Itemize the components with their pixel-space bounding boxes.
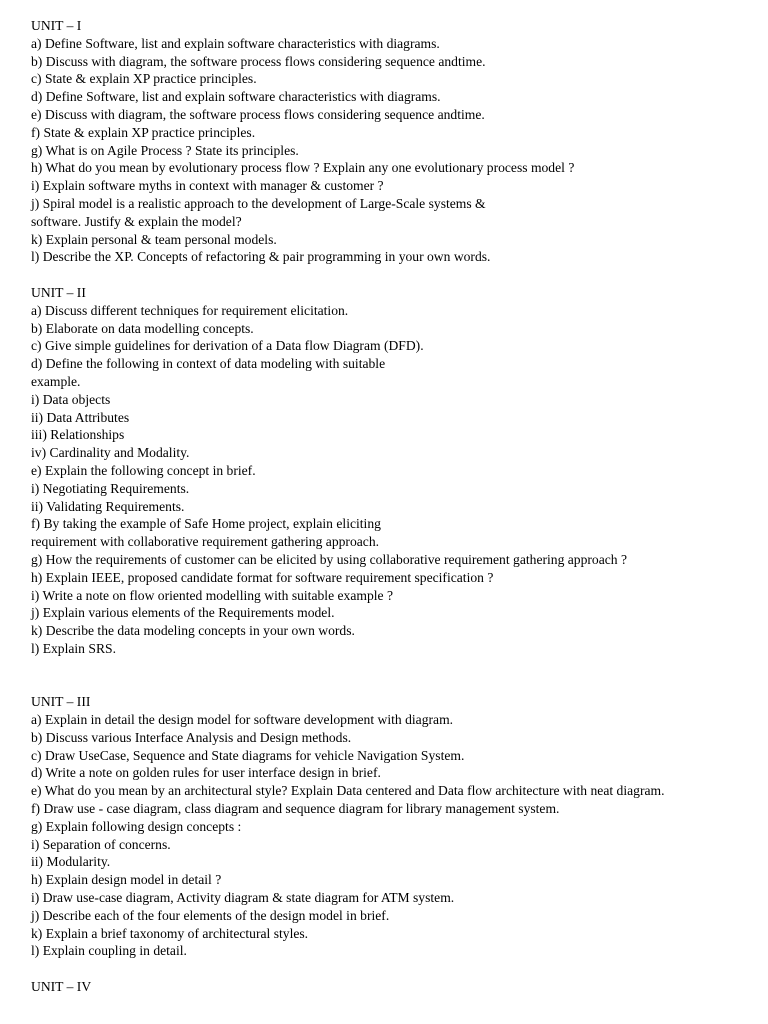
unit-3-question-c: c) Draw UseCase, Sequence and State diagrams for vehicle Navigation System. <box>31 747 465 763</box>
unit-2-question-b: b) Elaborate on data modelling concepts. <box>31 320 254 336</box>
unit-3-question-d: d) Write a note on golden rules for user interface design in brief. <box>31 765 381 781</box>
unit-3-question-l: l) Explain coupling in detail. <box>31 943 187 959</box>
unit-3-question-g: g) Explain following design concepts : <box>31 818 242 834</box>
unit-3-section <box>31 693 761 960</box>
unit-2-question-d: d) Define the following in context of data modeling with suitable <box>31 356 386 372</box>
unit-2-question-d-ii: ii) Data Attributes <box>31 409 130 425</box>
unit-2-question-e-ii: ii) Validating Requirements. <box>31 498 185 514</box>
unit-2-question-k: k) Describe the data modeling concepts in your own words. <box>31 623 355 639</box>
unit-1-question-d: d) Define Software, list and explain software characteristics with diagrams. <box>31 89 441 105</box>
unit-3-question-i: i) Draw use-case diagram, Activity diagram & state diagram for ATM system. <box>31 890 455 906</box>
unit-3-question-f: f) Draw use - case diagram, class diagram and sequence diagram for library management system. <box>31 801 560 817</box>
section-spacer <box>31 658 761 694</box>
section-spacer <box>31 960 761 978</box>
unit-1-question-c: c) State & explain XP practice principles. <box>31 71 257 87</box>
unit-2-section <box>31 284 761 658</box>
unit-2-question-f: f) By taking the example of Safe Home project, explain eliciting <box>31 516 381 532</box>
unit-1-section <box>31 17 761 266</box>
unit-2-question-h: h) Explain IEEE, proposed candidate format for software requirement specification ? <box>31 569 494 585</box>
unit-3-question-j: j) Describe each of the four elements of the design model in brief. <box>31 907 390 923</box>
unit-1-question-a: a) Define Software, list and explain software characteristics with diagrams. <box>31 35 440 51</box>
unit-1-question-l: l) Describe the XP. Concepts of refactoring & pair programming in your own words. <box>31 249 491 265</box>
unit-1-question-f: f) State & explain XP practice principles. <box>31 124 256 140</box>
unit-2-question-c: c) Give simple guidelines for derivation of a Data flow Diagram (DFD). <box>31 338 424 354</box>
unit-2-question-d-continued: example. <box>31 373 81 389</box>
unit-3-question-a: a) Explain in detail the design model for software development with diagram. <box>31 712 454 728</box>
unit-2-question-g: g) How the requirements of customer can be elicited by using collaborative requirement gathering approach ? <box>31 551 628 567</box>
unit-1-question-j: j) Spiral model is a realistic approach to the development of Large-Scale systems & <box>31 195 486 211</box>
unit-1-question-j-continued: software. Justify & explain the model? <box>31 213 242 229</box>
unit-2-question-d-iii: iii) Relationships <box>31 427 125 443</box>
unit-2-question-e-i: i) Negotiating Requirements. <box>31 480 190 496</box>
unit-1-question-h: h) What do you mean by evolutionary process flow ? Explain any one evolutionary process model ? <box>31 160 575 176</box>
unit-1-question-e: e) Discuss with diagram, the software process flows considering sequence andtime. <box>31 106 485 122</box>
unit-2-question-a: a) Discuss different techniques for requirement elicitation. <box>31 302 349 318</box>
unit-4-section <box>31 978 761 996</box>
unit-2-question-d-i: i) Data objects <box>31 391 111 407</box>
unit-2-question-j: j) Explain various elements of the Requirements model. <box>31 605 335 621</box>
unit-1-question-g: g) What is on Agile Process ? State its principles. <box>31 142 299 158</box>
section-spacer <box>31 266 761 284</box>
unit-1-question-k: k) Explain personal & team personal models. <box>31 231 277 247</box>
unit-2-question-d-iv: iv) Cardinality and Modality. <box>31 445 190 461</box>
unit-3-question-e: e) What do you mean by an architectural style? Explain Data centered and Data flow architecture with neat diagram. <box>31 783 665 799</box>
unit-3-question-h: h) Explain design model in detail ? <box>31 872 222 888</box>
unit-3-question-g-ii: ii) Modularity. <box>31 854 111 870</box>
unit-1-question-b: b) Discuss with diagram, the software process flows considering sequence andtime. <box>31 53 486 69</box>
unit-2-question-l: l) Explain SRS. <box>31 640 116 656</box>
unit-2-heading: UNIT – II <box>31 284 86 300</box>
unit-4-heading: UNIT – IV <box>31 979 92 995</box>
unit-3-question-g-i: i) Separation of concerns. <box>31 836 171 852</box>
unit-1-heading: UNIT – I <box>31 18 82 33</box>
unit-3-question-k: k) Explain a brief taxonomy of architectural styles. <box>31 925 309 941</box>
unit-2-question-f-continued: requirement with collaborative requirement gathering approach. <box>31 534 380 550</box>
unit-3-question-b: b) Discuss various Interface Analysis and Design methods. <box>31 729 352 745</box>
question-bank-document <box>31 17 761 996</box>
unit-2-question-i: i) Write a note on flow oriented modelling with suitable example ? <box>31 587 393 603</box>
unit-3-heading: UNIT – III <box>31 694 91 710</box>
unit-2-question-e: e) Explain the following concept in brief. <box>31 462 256 478</box>
unit-1-question-i: i) Explain software myths in context with manager & customer ? <box>31 178 384 194</box>
